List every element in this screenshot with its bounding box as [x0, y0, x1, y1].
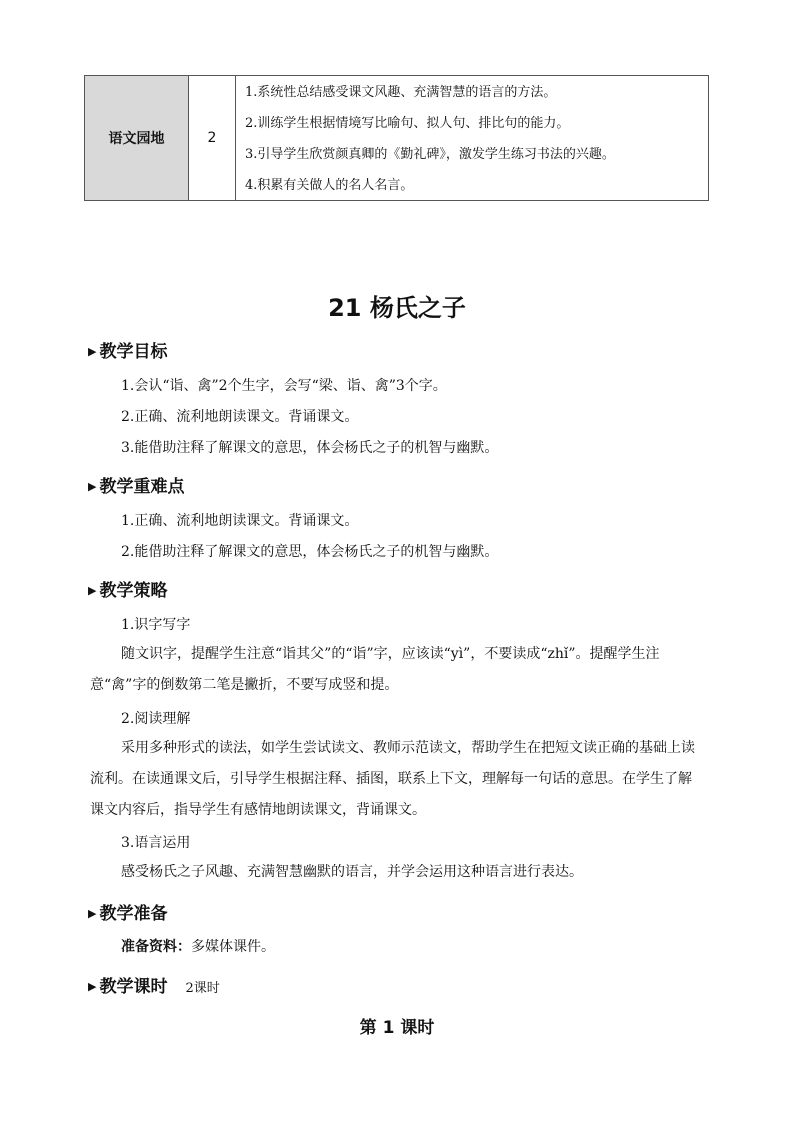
section-heading-preparation: ▶ 教学准备 [88, 904, 168, 924]
triangle-marker-icon: ▶ [88, 907, 97, 920]
table-hours-cell: 2 [189, 76, 236, 200]
table-goal-item: 3.引导学生欣赏颜真卿的《勤礼碑》，激发学生练习书法的兴趣。 [245, 147, 615, 162]
preparation-line [121, 936, 275, 956]
triangle-marker-icon: ▶ [88, 980, 97, 993]
table-goal-item: 4.积累有关做人的名人名言。 [245, 178, 414, 193]
period-title: 第 1 课时 [359, 1018, 435, 1038]
table-category-cell: 语文园地 [85, 76, 189, 200]
key-point-item: 1.正确、流利地朗读课文。背诵课文。 [121, 513, 359, 529]
preparation-value: 多媒体课件。 [191, 939, 275, 955]
key-point-item: 2.能借助注释了解课文的意思，体会杨氏之子的机智与幽默。 [121, 544, 499, 560]
strategy-paragraph: 采用多种形式的读法，如学生尝试读文、教师示范读文，帮助学生在把短文读正确的基础上读流利。在读通课文后，引导学生根据注释、插图，联系上下文，理解每一句话的意思。在学生了解课文内容后，指导学生有感情地朗读课文，背诵课文。 [90, 740, 695, 818]
triangle-marker-icon: ▶ [88, 345, 97, 358]
overview-table [84, 75, 709, 201]
triangle-marker-icon: ▶ [88, 584, 97, 597]
table-goals-cell [236, 76, 708, 200]
lesson-title: 21 杨氏之子 [328, 294, 466, 322]
preparation-label: 准备资料： [121, 939, 191, 955]
strategy-paragraph: 感受杨氏之子风趣、充满智慧幽默的语言，并学会运用这种语言进行表达。 [121, 864, 583, 880]
strategy-subtitle: 1.识字写字 [121, 617, 191, 633]
strategy-subtitle: 2.阅读理解 [121, 711, 191, 727]
section-heading-hours: ▶ 教学课时 2课时 [88, 977, 220, 997]
table-goal-item: 2.训练学生根据情境写比喻句、拟人句、排比句的能力。 [245, 116, 570, 131]
hours-value: 2课时 [185, 981, 220, 996]
strategy-subtitle: 3.语言运用 [121, 835, 191, 851]
objective-item: 3.能借助注释了解课文的意思，体会杨氏之子的机智与幽默。 [121, 440, 499, 456]
section-heading-strategy: ▶ 教学策略 [88, 581, 168, 601]
objective-item: 1.会认“诣、禽”2个生字，会写“梁、诣、禽”3个字。 [121, 378, 447, 394]
triangle-marker-icon: ▶ [88, 480, 97, 493]
strategy-paragraph: 随文识字，提醒学生注意“诣其父”的“诣”字，应该读“yì”，不要读成“zhǐ”。提醒学生注意“禽”字的倒数第二笔是撇折，不要写成竖和提。 [90, 646, 660, 693]
section-heading-objectives: ▶ 教学目标 [88, 342, 168, 362]
table-goal-item: 1.系统性总结感受课文风趣、充满智慧的语言的方法。 [245, 85, 557, 100]
objective-item: 2.正确、流利地朗读课文。背诵课文。 [121, 409, 359, 425]
section-heading-key-points: ▶ 教学重难点 [88, 477, 185, 497]
